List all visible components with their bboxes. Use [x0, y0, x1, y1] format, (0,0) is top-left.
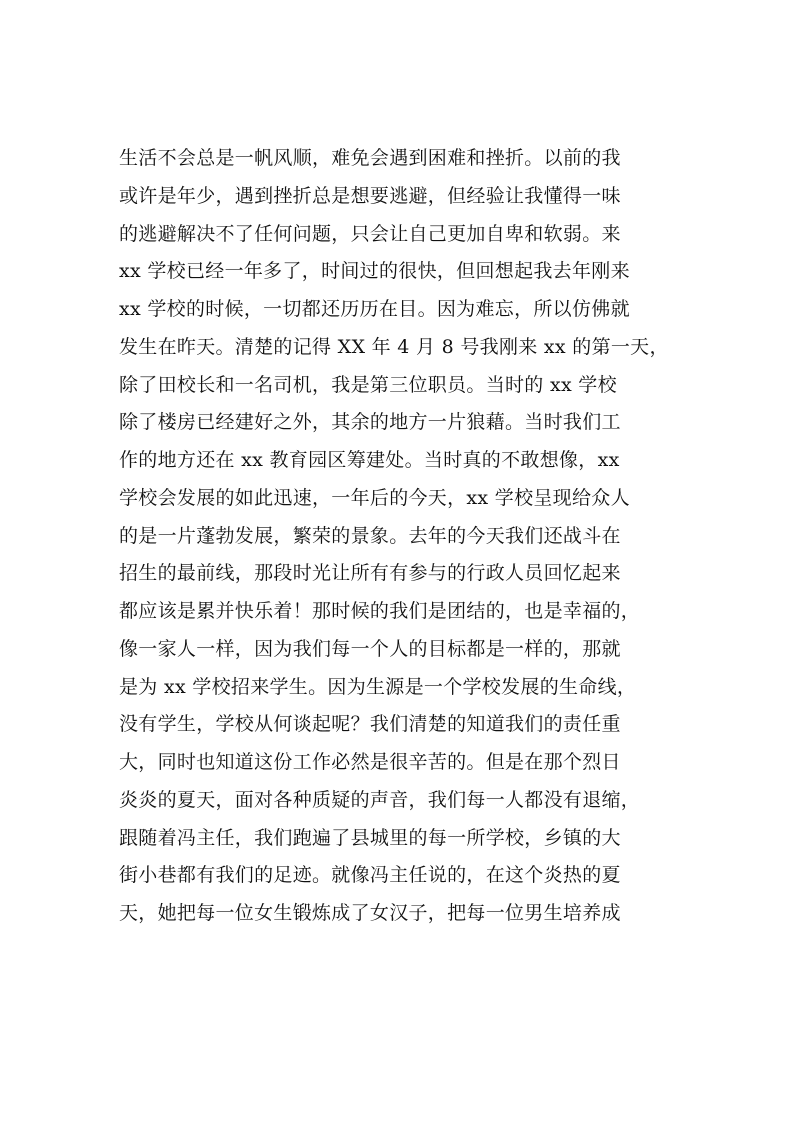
text-line: 作的地方还在 xx 教育园区筹建处。当时真的不敢想像，xx — [119, 449, 620, 471]
text-line: 或许是年少，遇到挫折总是想要逃避，但经验让我懂得一味 — [119, 184, 621, 207]
body-paragraph — [119, 140, 689, 933]
text-line: 除了田校长和一名司机，我是第三位职员。当时的 xx 学校 — [119, 373, 617, 396]
text-line: 没有学生，学校从何谈起呢？我们清楚的知道我们的责任重 — [119, 713, 621, 736]
text-line: 都应该是累并快乐着！那时候的我们是团结的，也是幸福的， — [119, 600, 641, 622]
text-line: xx 学校的时候，一切都还历历在目。因为难忘，所以仿佛就 — [119, 298, 630, 320]
text-line: 发生在昨天。清楚的记得 XX 年 4 月 8 号我刚来 xx 的第一天， — [119, 335, 669, 358]
text-line: 街小巷都有我们的足迹。就像冯主任说的，在这个炎热的夏 — [119, 864, 621, 887]
text-line: 炎炎的夏天，面对各种质疑的声音，我们每一人都没有退缩， — [119, 788, 641, 811]
text-line: 大，同时也知道这份工作必然是很辛苦的。但是在那个烈日 — [119, 751, 621, 773]
text-line: 是为 xx 学校招来学生。因为生源是一个学校发展的生命线， — [119, 675, 637, 698]
text-line: 除了楼房已经建好之外，其余的地方一片狼藉。当时我们工 — [119, 411, 621, 434]
text-line: 像一家人一样，因为我们每一个人的目标都是一样的，那就 — [119, 637, 621, 660]
text-line: 学校会发展的如此迅速，一年后的今天，xx 学校呈现给众人 — [119, 486, 630, 509]
text-line: 生活不会总是一帆风顺，难免会遇到困难和挫折。以前的我 — [119, 147, 621, 169]
text-line: 的逃避解决不了任何问题，只会让自己更加自卑和软弱。来 — [119, 222, 621, 245]
text-line: 天，她把每一位女生锻炼成了女汉子，把每一位男生培养成 — [119, 902, 621, 924]
text-line: xx 学校已经一年多了，时间过的很快，但回想起我去年刚来 — [119, 260, 630, 283]
text-line: 招生的最前线，那段时光让所有有参与的行政人员回忆起来 — [119, 562, 621, 585]
text-line: 的是一片蓬勃发展，繁荣的景象。去年的今天我们还战斗在 — [119, 524, 621, 547]
text-line: 跟随着冯主任，我们跑遍了县城里的每一所学校，乡镇的大 — [119, 826, 621, 849]
